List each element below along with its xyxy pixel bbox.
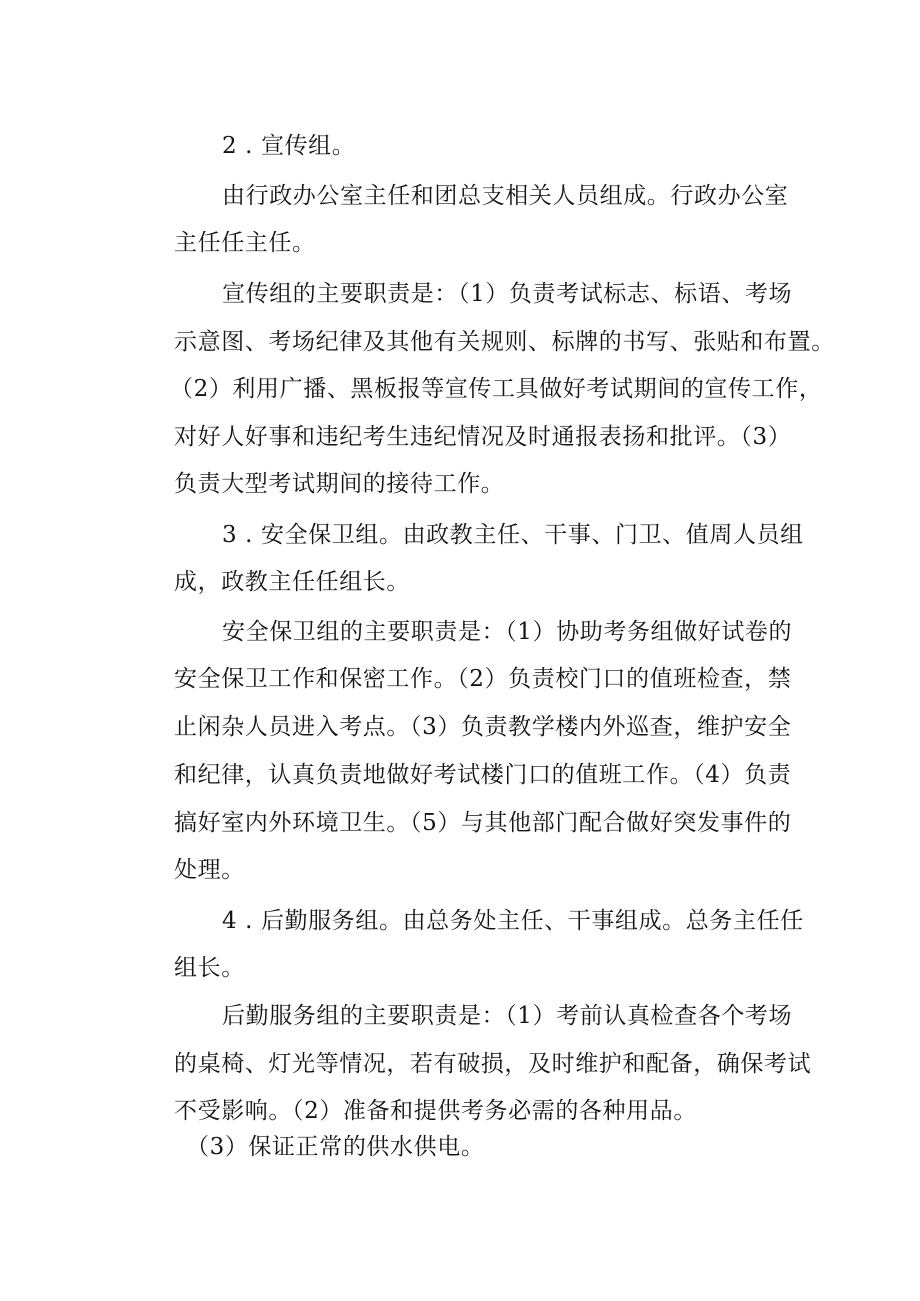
text-line: 不受影响。（2）准备和提供考务必需的各种用品。: [174, 1098, 697, 1124]
section-heading-publicity: 2 . 宣传组。: [222, 133, 356, 159]
text-line: 组长。: [174, 955, 245, 981]
text-line: 成，政教主任任组长。: [174, 569, 410, 595]
text-line: （3）保证正常的供水供电。: [186, 1134, 485, 1160]
text-line: 后勤服务组的主要职责是：（1）考前认真检查各个考场: [222, 1003, 793, 1029]
text-line: 宣传组的主要职责是：（1）负责考试标志、标语、考场: [222, 281, 793, 307]
section-heading-security: 3 . 安全保卫组。由政教主任、干事、门卫、值周人员组: [222, 522, 804, 548]
text-line: 负责大型考试期间的接待工作。: [174, 471, 505, 497]
text-line: 止闲杂人员进入考点。（3）负责教学楼内外巡查，维护安全: [174, 714, 792, 740]
text-line: 的桌椅、灯光等情况，若有破损，及时维护和配备，确保考试: [174, 1051, 812, 1077]
text-line: （2）利用广播、黑板报等宣传工具做好考试期间的宣传工作，: [170, 376, 823, 402]
text-line: 安全保卫组的主要职责是：（1）协助考务组做好试卷的: [222, 619, 793, 645]
text-line: 安全保卫工作和保密工作。（2）负责校门口的值班检查，禁: [174, 666, 792, 692]
text-line: 主任任主任。: [174, 230, 316, 256]
text-line: 示意图、考场纪律及其他有关规则、标牌的书写、张贴和布置。: [174, 329, 835, 355]
text-line: 搞好室内外环境卫生。（5）与其他部门配合做好突发事件的: [174, 810, 792, 836]
text-line: 处理。: [174, 857, 245, 883]
section-heading-logistics: 4 . 后勤服务组。由总务处主任、干事组成。总务主任任: [222, 908, 804, 934]
text-line: 由行政办公室主任和团总支相关人员组成。行政办公室: [222, 183, 789, 209]
text-line: 对好人好事和违纪考生违纪情况及时通报表扬和批评。（3）: [174, 424, 792, 450]
text-line: 和纪律，认真负责地做好考试楼门口的值班工作。（4）负责: [174, 762, 792, 788]
